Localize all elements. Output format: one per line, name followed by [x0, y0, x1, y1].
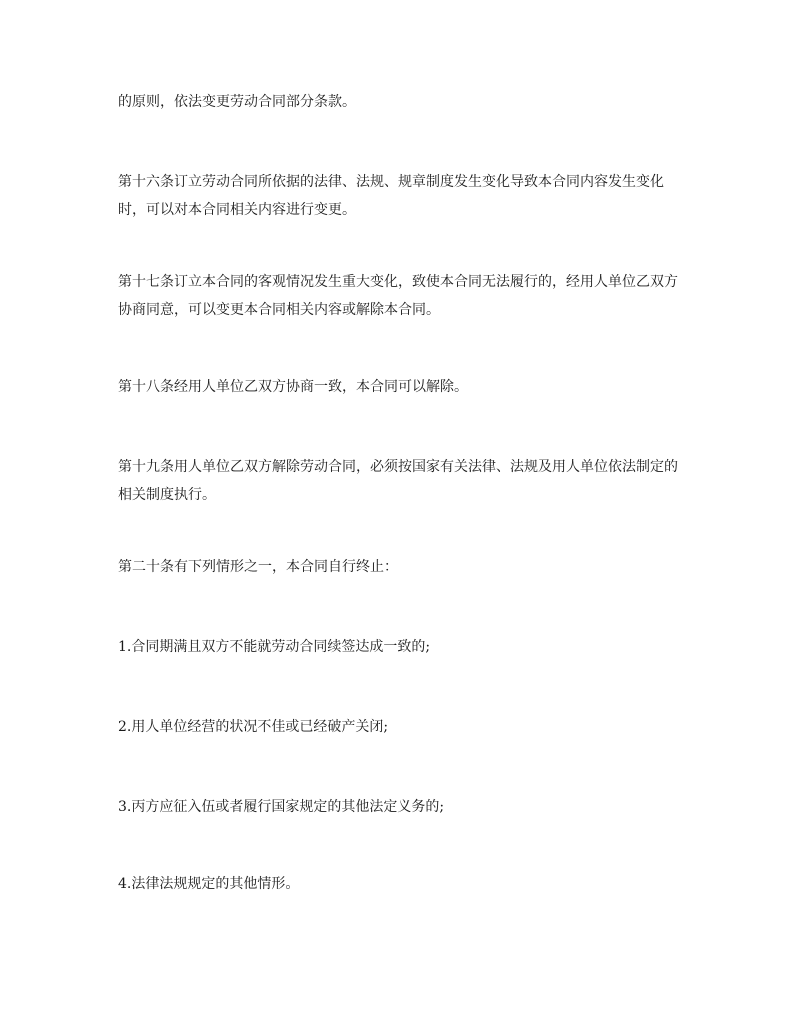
list-item-2: 2.用人单位经营的状况不佳或已经破产关闭;	[118, 719, 389, 735]
paragraph-article-20: 第二十条有下列情形之一，本合同自行终止：	[118, 559, 398, 575]
list-item-4: 4.法律法规规定的其他情形。	[118, 876, 300, 892]
list-item-1: 1.合同期满且双方不能就劳动合同续签达成一致的;	[118, 639, 431, 655]
paragraph-article-17: 第十七条订立本合同的客观情况发生重大变化，致使本合同无法履行的，经用人单位乙双方协商同意，可以变更本合同相关内容或解除本合同。	[118, 274, 678, 318]
paragraph-article-16: 第十六条订立劳动合同所依据的法律、法规、规章制度发生变化导致本合同内容发生变化时，可以对本合同相关内容进行变更。	[118, 174, 664, 218]
paragraph-article-19: 第十九条用人单位乙双方解除劳动合同，必须按国家有关法律、法规及用人单位依法制定的相关制度执行。	[118, 459, 678, 503]
list-item-3: 3.丙方应征入伍或者履行国家规定的其他法定义务的;	[118, 799, 445, 815]
paragraph-continuation: 的原则，依法变更劳动合同部分条款。	[118, 94, 356, 110]
paragraph-article-18: 第十八条经用人单位乙双方协商一致，本合同可以解除。	[118, 379, 468, 395]
